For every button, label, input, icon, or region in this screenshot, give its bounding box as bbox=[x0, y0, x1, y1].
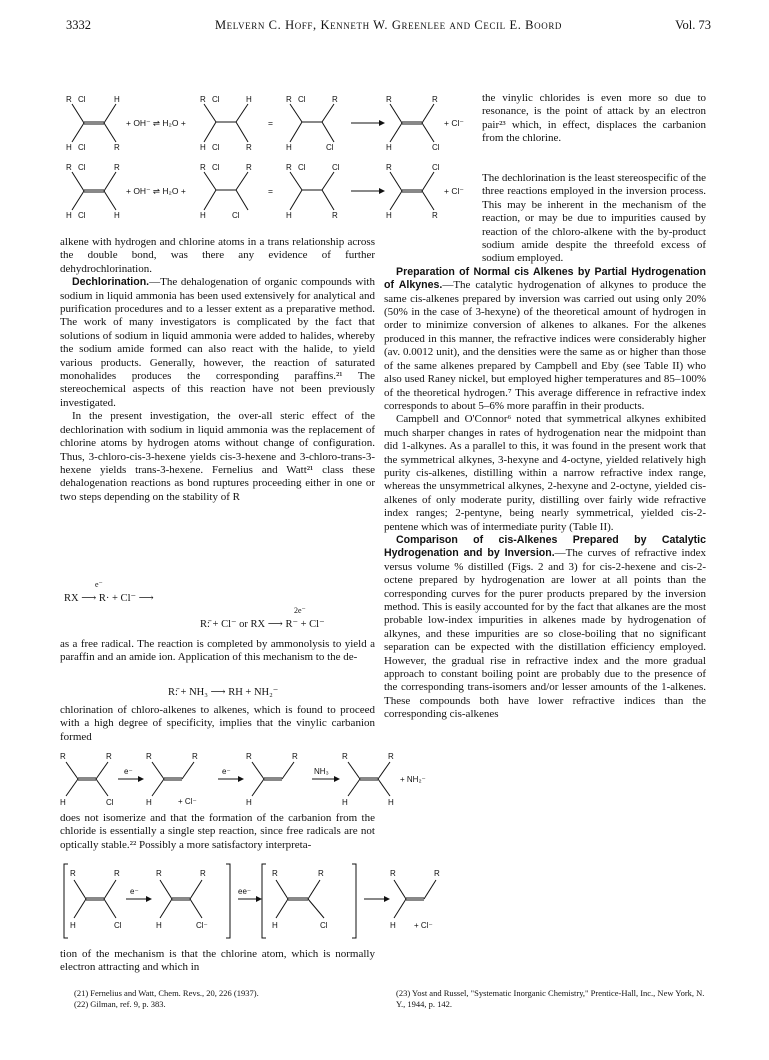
svg-text:H: H bbox=[246, 798, 252, 807]
paragraph: as a free radical. The reaction is completed by ammonolysis to yield a paraffin and an amide ion. Application of this mechanism to the de- bbox=[60, 638, 375, 664]
paragraph: does not isomerize and that the formation of the carbanion from the chloride is essentially a single step reaction, since free radicals are not optically stable.²² Possibly a more satisfactory interpreta- bbox=[60, 812, 375, 851]
svg-text:R: R bbox=[332, 211, 338, 220]
paragraph: Campbell and O'Connor⁶ noted that symmetrical alkynes exhibited much sharper changes in rates of hydrogenation near the midpoint than did 1-alkynes. As a parallel to this, it was found in the present work that the symmetrical alkynes, 3-hexyne and 4-octyne, yielded relatively high purity cis-alkenes, distilling within a narrow refractive index range, whereas the unsymmetrical alkynes, 2-hexyne and 2-octyne, yielded cis-alkenes of only moderate purity, distilling over fairly wide refractive index ranges; 2-pentyne, being nearly symmetrical, yielded cis-2-pentene which was of intermediate purity (Table II). bbox=[384, 413, 706, 533]
svg-text:R: R bbox=[286, 163, 292, 172]
svg-text:Cl: Cl bbox=[114, 921, 122, 930]
svg-text:H: H bbox=[286, 143, 292, 152]
paragraph: The dechlorination is the least stereospecific of the three reactions employed in the inversion process. This may be inherent in the mechanism of the reaction, or may be due to impurities caused by reaction of the chloro-alkene with the by-product sodium amide despite the threefold excess of sodium employed. bbox=[482, 172, 706, 265]
svg-text:R: R bbox=[200, 869, 206, 878]
svg-text:H: H bbox=[60, 798, 66, 807]
left-column-mid bbox=[60, 638, 375, 665]
svg-text:R: R bbox=[272, 869, 278, 878]
svg-text:R: R bbox=[386, 95, 392, 104]
svg-text:H: H bbox=[66, 143, 72, 152]
svg-text:H: H bbox=[386, 143, 392, 152]
svg-text:Cl: Cl bbox=[78, 163, 86, 172]
paragraph: In the present investigation, the over-all steric effect of the dechlorination with sodium in liquid ammonia was the replacement of chlorine atoms by hydrogen atoms without change of configuration. Thus, 3-chloro-cis-3-hexene yields cis-3-hexene and 3-chloro-trans-3-hexene yields trans-3-hexene. Fernelius and Watt²¹ class these dehalogenation reactions as bond ruptures proceeding either in one or two steps depending on the stability of R bbox=[60, 410, 375, 503]
scheme1-row2-tail: + Cl⁻ bbox=[444, 186, 464, 196]
left-column-low bbox=[60, 812, 375, 852]
paragraph: alkene with hydrogen and chlorine atoms in a trans relationship across the double bond, was there any evidence of further dehydrochlorination. bbox=[60, 236, 375, 275]
svg-text:Cl⁻: Cl⁻ bbox=[196, 921, 208, 930]
scheme2-nh3: NH₃ bbox=[314, 767, 329, 776]
equation-2: R:̄ + NH₃ ⟶ RH + NH₂⁻ bbox=[168, 687, 279, 698]
svg-text:H: H bbox=[342, 798, 348, 807]
scheme-transition-state bbox=[62, 858, 462, 944]
equation-1-label2: 2e⁻ bbox=[294, 606, 306, 615]
svg-text:H: H bbox=[200, 211, 206, 220]
svg-text:H: H bbox=[66, 211, 72, 220]
svg-text:R: R bbox=[114, 143, 120, 152]
page-number: 3332 bbox=[66, 18, 91, 32]
svg-text:R: R bbox=[432, 211, 438, 220]
svg-text:Cl: Cl bbox=[212, 95, 220, 104]
paragraph: tion of the mechanism is that the chlorine atom, which is normally electron attracting and which in bbox=[60, 948, 375, 974]
svg-text:R: R bbox=[386, 163, 392, 172]
svg-text:R: R bbox=[246, 752, 252, 761]
svg-text:H: H bbox=[286, 211, 292, 220]
scheme2-cl: + Cl⁻ bbox=[178, 797, 197, 806]
svg-text:H: H bbox=[272, 921, 278, 930]
footnotes-right bbox=[396, 988, 706, 1009]
scheme1-row1-tail: + Cl⁻ bbox=[444, 118, 464, 128]
left-column-bottom bbox=[60, 948, 375, 975]
svg-text:H: H bbox=[114, 211, 120, 220]
svg-text:R: R bbox=[388, 752, 394, 761]
scheme3-e2: ee⁻ bbox=[238, 887, 252, 896]
right-column-main bbox=[384, 172, 706, 722]
svg-text:Cl: Cl bbox=[326, 143, 334, 152]
svg-text:H: H bbox=[146, 798, 152, 807]
scheme3-e1: e⁻ bbox=[130, 887, 139, 896]
scheme2-e2: e⁻ bbox=[222, 767, 231, 776]
svg-text:R: R bbox=[342, 752, 348, 761]
paragraph: —The dehalogenation of organic compounds with sodium in liquid ammonia has been used extensively for analytical and purification procedures and to a lesser extent as a preparative method. The work of many investigators is complicated by the fact that solutions of sodium in liquid ammonia were added to halides, whereby the sodium amide formed can also react with the halide, to yield various products. Generally, however, the reaction of saturated monohalides produces the corresponding paraffins.²¹ The stereochemical aspects of this reaction have not been previously investigated. bbox=[60, 276, 375, 409]
svg-text:R: R bbox=[106, 752, 112, 761]
svg-text:R: R bbox=[434, 869, 440, 878]
svg-text:Cl: Cl bbox=[78, 95, 86, 104]
svg-text:Cl: Cl bbox=[432, 163, 440, 172]
svg-text:Cl: Cl bbox=[212, 163, 220, 172]
svg-text:R: R bbox=[114, 869, 120, 878]
svg-text:H: H bbox=[390, 921, 396, 930]
svg-text:Cl: Cl bbox=[212, 143, 220, 152]
svg-text:H: H bbox=[114, 95, 120, 104]
scheme1-row1-op: + OH⁻ ⇌ H₂O + bbox=[126, 118, 186, 128]
svg-text:R: R bbox=[200, 95, 206, 104]
svg-text:H: H bbox=[386, 211, 392, 220]
volume-label: Vol. 73 bbox=[675, 18, 711, 32]
svg-text:R: R bbox=[156, 869, 162, 878]
svg-text:H: H bbox=[70, 921, 76, 930]
left-column-top bbox=[60, 236, 375, 504]
equation-1-label: e⁻ bbox=[95, 580, 103, 589]
equation-1b: R:̄ + Cl⁻ or RX ⟶ R⁻ + Cl⁻ bbox=[200, 619, 325, 630]
svg-text:Cl: Cl bbox=[298, 95, 306, 104]
svg-text:H: H bbox=[156, 921, 162, 930]
section-heading-comparison: Comparison of cis-Alkenes Prepared by Catalytic Hydrogenation and by Inversion. bbox=[384, 533, 706, 560]
svg-text:R: R bbox=[66, 163, 72, 172]
svg-text:R: R bbox=[146, 752, 152, 761]
svg-text:Cl: Cl bbox=[432, 143, 440, 152]
svg-text:R: R bbox=[114, 163, 120, 172]
svg-text:Cl: Cl bbox=[232, 211, 240, 220]
svg-text:R: R bbox=[292, 752, 298, 761]
svg-text:R: R bbox=[286, 95, 292, 104]
scheme1-row1-eq: = bbox=[268, 118, 273, 128]
paragraph: —The curves of refractive index versus volume % distilled (Figs. 2 and 3) for cis-2-hexene and cis-2-octene prepared by hydrogenation are lower at all points than the corresponding curves for the purer products prepared by the inversion method. This is easily accounted for by the fact that alkanes are the most probable low-index impurities in alkenes made by hydrogenation of alkynes, and these impurities are so close-boiling that no significant separation can be expected with the distillation efficiency employed. However, the gradual rise in refractive index and the more gradual approach to constant boiling point are probably due to the presence of the corresponding trans-isomers and/or lesser amounts of the 1-alkenes. These compounds both have lower refractive indices than the corresponding cis-alkenes bbox=[384, 547, 706, 721]
paragraph: the vinylic chlorides is even more so due to resonance, is the point of attack by an electron pair²³ which, in effect, displaces the carbanion from the chlorine. bbox=[482, 92, 706, 145]
paragraph: —The catalytic hydrogenation of alkynes to produce the same cis-alkenes prepared by inversion was carried out using only 20% (50% in the case of 3-hexyne) of the theoretical amount of hydrogen in order to minimize conversion of alkenes to alkanes. For the alkenes produced in this manner, the refractive indices were considerably higher (av. 0.0012 unit), and the densities were the same as or higher than those of the same alkenes prepared by Campbell and Eby (see Table II) who also used Raney nickel, but employed higher temperatures and 85–100% of the theoretical hydrogen.⁷ This average difference in refractive index corresponds to about 5–6% more paraffin in their products. bbox=[384, 279, 707, 412]
svg-text:R: R bbox=[390, 869, 396, 878]
svg-text:R: R bbox=[70, 869, 76, 878]
paragraph: chlorination of chloro-alkenes to alkenes, which is found to proceed with a high degree of specificity, implies that the vinylic carbanion formed bbox=[60, 704, 375, 743]
svg-text:R: R bbox=[318, 869, 324, 878]
running-title: Melvern C. Hoff, Kenneth W. Greenlee and Cecil E. Boord bbox=[214, 18, 563, 32]
scheme2-nh2: + NH₂⁻ bbox=[400, 775, 426, 784]
svg-text:Cl: Cl bbox=[298, 163, 306, 172]
svg-text:R: R bbox=[246, 163, 252, 172]
right-column-top bbox=[482, 92, 706, 146]
scheme-carbanion bbox=[60, 748, 460, 810]
svg-text:Cl: Cl bbox=[332, 163, 340, 172]
scheme1-row2-eq: = bbox=[268, 186, 273, 196]
svg-text:R: R bbox=[66, 95, 72, 104]
scheme3-tail: + Cl⁻ bbox=[414, 921, 433, 930]
svg-text:R: R bbox=[246, 143, 252, 152]
section-heading-dechlorination: Dechlorination. bbox=[72, 276, 150, 289]
svg-text:R: R bbox=[432, 95, 438, 104]
svg-text:H: H bbox=[388, 798, 394, 807]
scheme1-row2-op: + OH⁻ ⇌ H₂O + bbox=[126, 186, 186, 196]
svg-text:Cl: Cl bbox=[320, 921, 328, 930]
svg-text:R: R bbox=[60, 752, 66, 761]
svg-text:H: H bbox=[200, 143, 206, 152]
footnote-23: (23) Yost and Russel, "Systematic Inorganic Chemistry," Prentice-Hall, Inc., New York, N. Y., 1944, p. 142. bbox=[396, 988, 705, 1009]
running-header bbox=[66, 18, 711, 34]
section-heading-preparation: Preparation of Normal cis Alkenes by Partial Hydrogenation of Alkynes. bbox=[384, 265, 706, 292]
svg-text:Cl: Cl bbox=[78, 143, 86, 152]
svg-text:Cl: Cl bbox=[106, 798, 114, 807]
left-column-mid2 bbox=[60, 704, 375, 744]
scheme2-e1: e⁻ bbox=[124, 767, 133, 776]
footnote-21: (21) Fernelius and Watt, Chem. Revs., 20, 226 (1937). bbox=[74, 988, 259, 998]
svg-text:R: R bbox=[332, 95, 338, 104]
footnote-22: (22) Gilman, ref. 9, p. 383. bbox=[74, 998, 166, 1009]
svg-text:H: H bbox=[246, 95, 252, 104]
svg-text:R: R bbox=[192, 752, 198, 761]
equation-1a: RX ⟶ R· + Cl⁻ ⟶ bbox=[64, 593, 154, 604]
svg-text:R: R bbox=[200, 163, 206, 172]
svg-text:Cl: Cl bbox=[78, 211, 86, 220]
footnotes-left bbox=[74, 988, 374, 1009]
